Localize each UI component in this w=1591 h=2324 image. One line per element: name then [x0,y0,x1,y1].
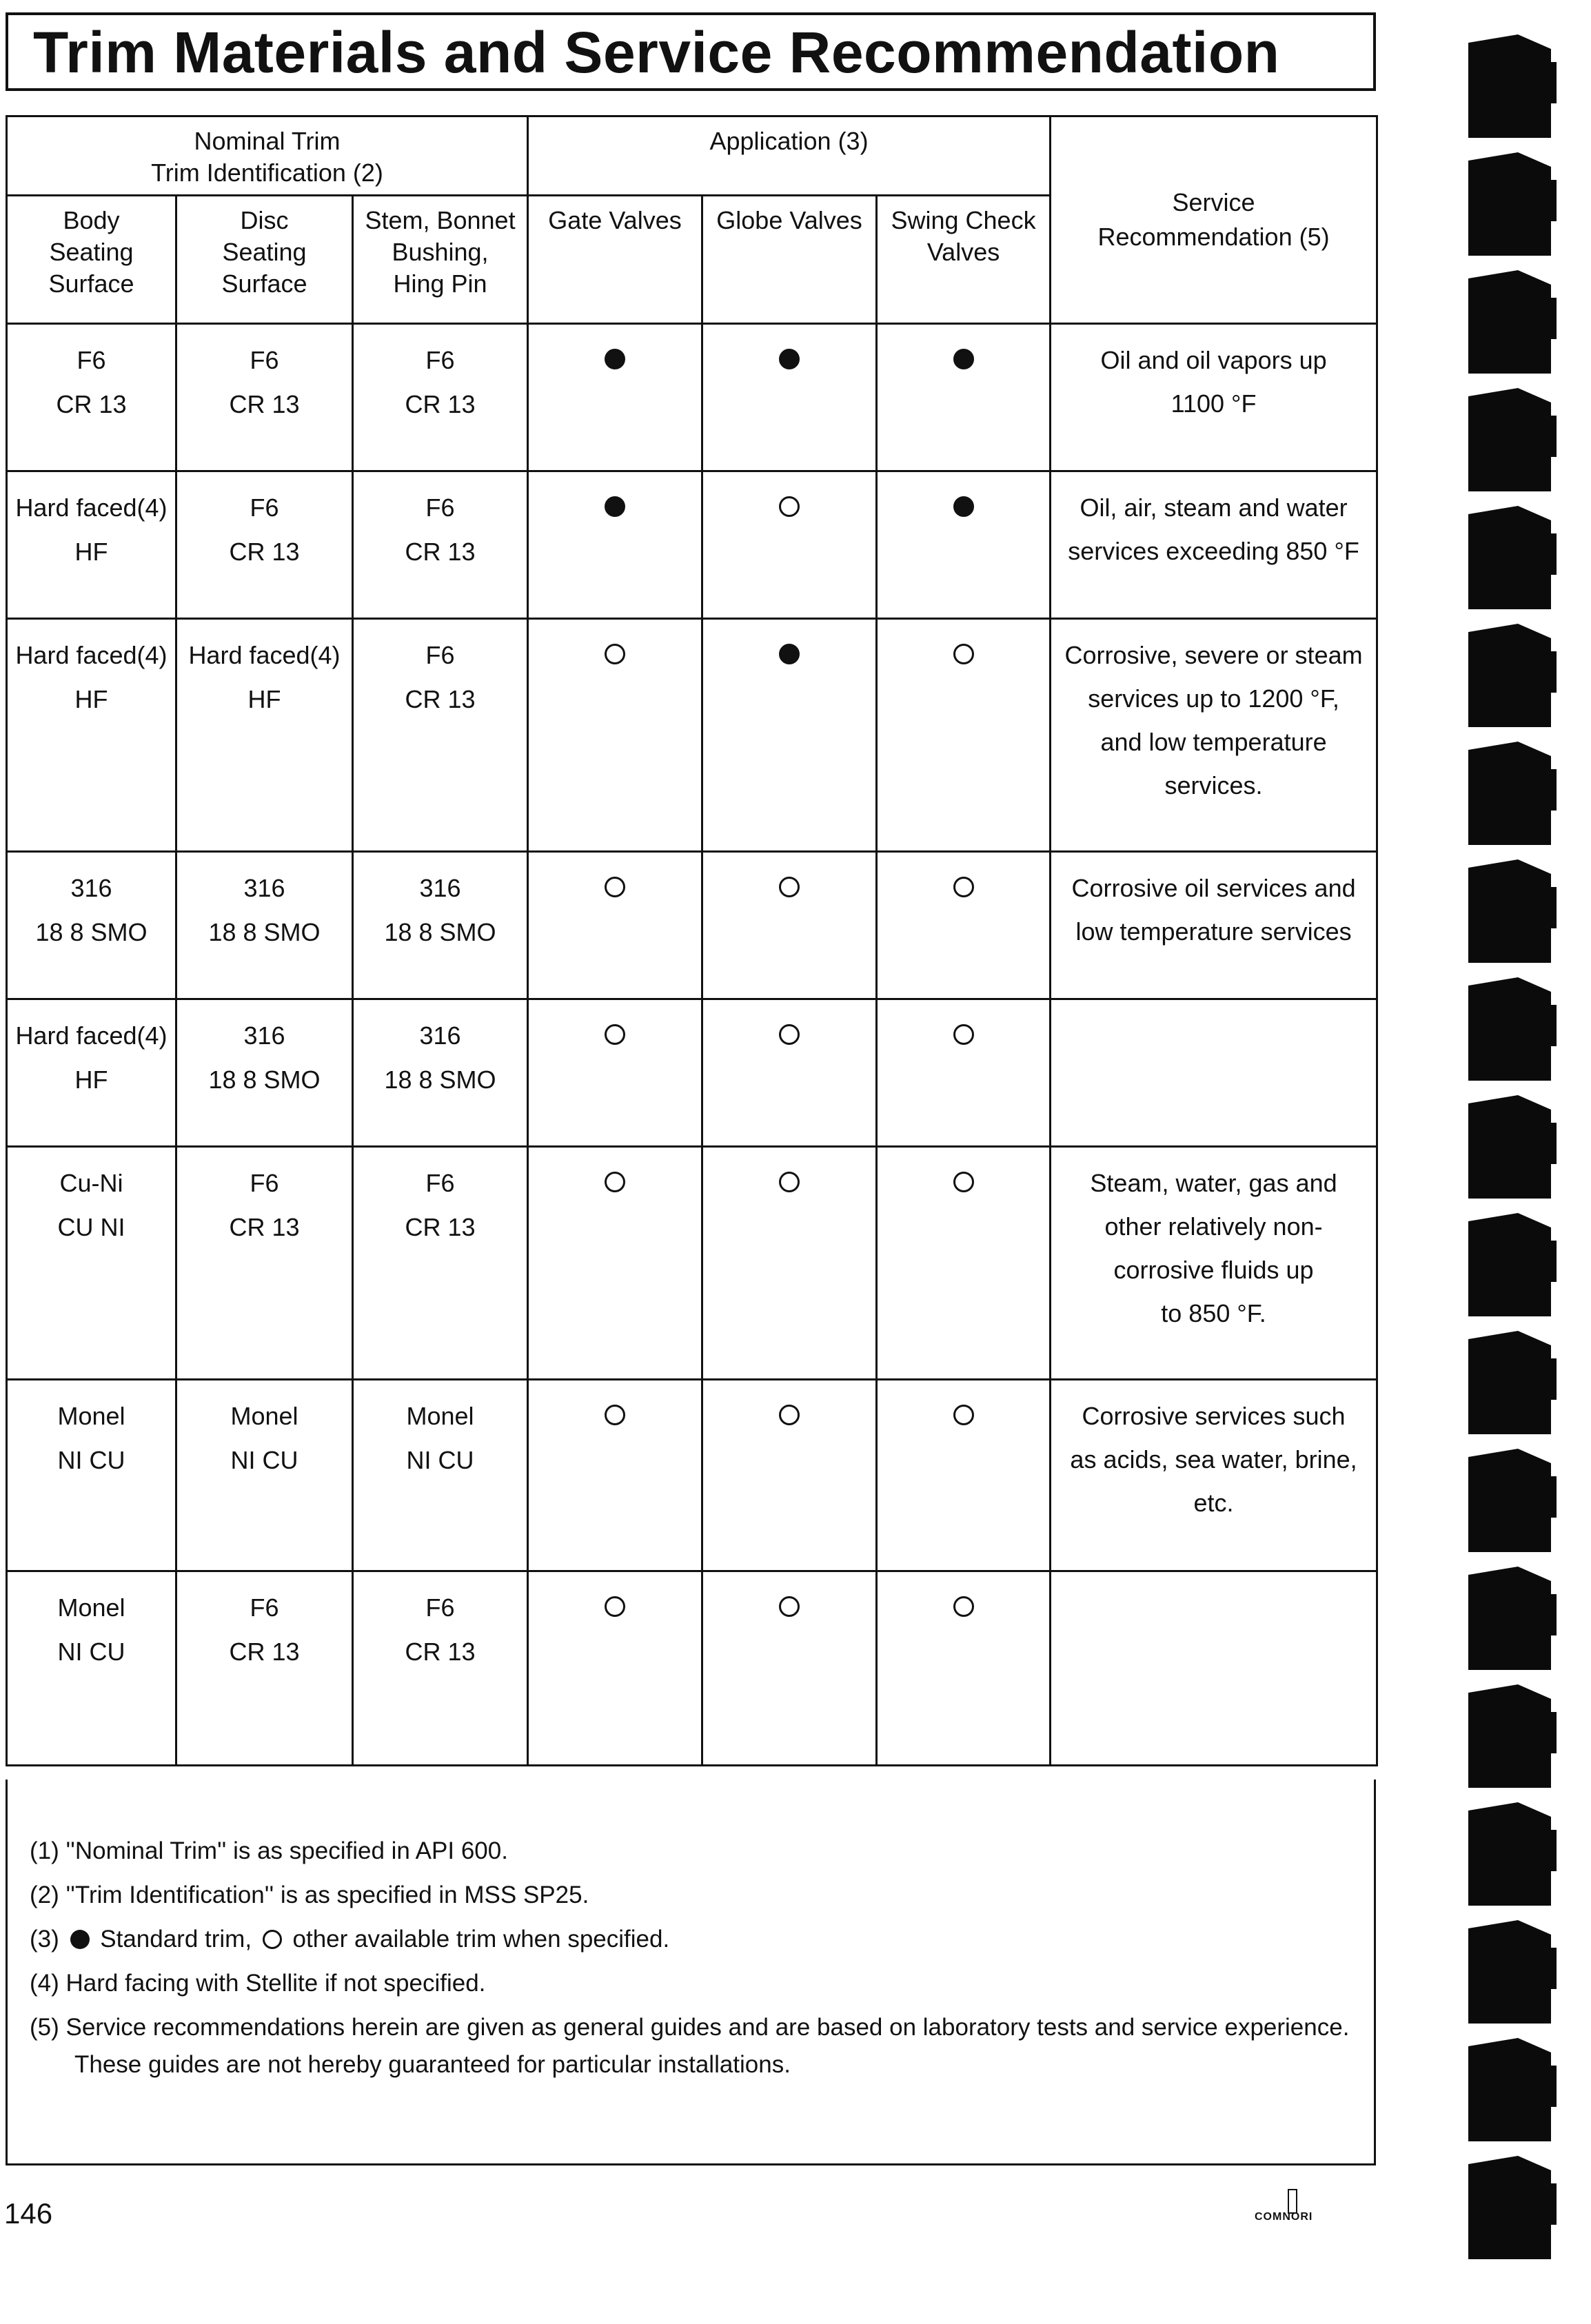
body-seating-cell-line: Cu-Ni [59,1169,123,1197]
binding-notch-icon [1550,1476,1557,1518]
open-circle-icon [953,1596,974,1617]
open-circle-icon [605,644,625,664]
header-line: Seating [222,238,307,266]
stem-bonnet-cell-line: CR 13 [405,390,476,418]
binding-notch-icon [1550,180,1557,221]
disc-seating-cell [176,999,353,1147]
stem-bonnet-cell-line: 316 [419,874,461,902]
disc-seating-cell-line: 18 8 SMO [208,918,321,946]
disc-seating-surface-header [176,196,353,324]
table-row [7,619,1377,852]
page-number: 146 [4,2197,53,2230]
page-title: Trim Materials and Service Recommendation [33,20,1280,85]
binding-notch-icon [1550,416,1557,457]
binding-tab-icon [1468,1920,1551,2024]
open-circle-icon [263,1930,282,1949]
stem-bonnet-cell [353,471,528,619]
disc-seating-cell-line: CR 13 [229,1213,300,1241]
globe-valves-cell [702,324,877,471]
globe-valves-cell [702,852,877,999]
note-5-line-1: (5) Service recommendations herein are given as general guides and are based on laboratory tests and service experience. [30,2014,1350,2041]
globe-valves-cell [702,471,877,619]
binding-tab-icon [1468,859,1551,963]
service-recommendation-cell-line: etc. [1193,1489,1234,1517]
swing-check-cell [877,999,1051,1147]
note-5-line-2: These guides are not hereby guaranteed for particular installations. [74,2051,791,2078]
header-line: Swing Check [891,206,1036,234]
open-circle-icon [605,1596,625,1617]
swing-check-valves-header [877,196,1051,324]
binding-notch-icon [1550,887,1557,928]
binding-tab-icon [1468,34,1551,138]
filled-circle-icon [953,349,974,369]
binding-notch-icon [1550,2183,1557,2225]
body-seating-cell-line: HF [74,1066,108,1094]
body-seating-cell-line: NI CU [57,1638,125,1666]
open-circle-icon [953,644,974,664]
disc-seating-cell-line: HF [247,685,281,713]
open-circle-icon [953,1024,974,1045]
trim-identification-label: Trim Identification (2) [151,159,383,187]
gate-valves-cell [528,1380,702,1571]
globe-valves-cell [702,619,877,852]
disc-seating-cell [176,1571,353,1766]
filled-circle-icon [953,496,974,517]
binding-tab-icon [1468,506,1551,609]
service-recommendation-cell-line: low temperature services [1075,917,1352,946]
service-recommendation-cell-line: to 850 °F. [1161,1299,1266,1327]
binding-notch-icon [1550,1358,1557,1400]
binding-tab-icon [1468,1331,1551,1434]
binding-tab-icon [1468,1567,1551,1670]
binding-notch-icon [1550,1594,1557,1635]
open-circle-icon [605,1405,625,1425]
disc-seating-cell-line: Hard faced(4) [188,641,341,669]
stem-bonnet-cell [353,324,528,471]
table-row [7,1571,1377,1766]
disc-seating-cell-line: 316 [243,874,285,902]
body-seating-cell-line: Monel [57,1593,125,1622]
service-recommendation-cell-line: as acids, sea water, brine, [1070,1445,1357,1474]
note-3-other: other available trim when specified. [292,1926,670,1953]
application-label: Application (3) [709,127,869,155]
table-row [7,471,1377,619]
table-row [7,999,1377,1147]
stem-bonnet-cell [353,1571,528,1766]
stem-bonnet-cell-line: Monel [406,1402,474,1430]
binding-tab-icon [1468,742,1551,845]
table-row [7,1147,1377,1380]
disc-seating-cell-line: F6 [250,1593,279,1622]
open-circle-icon [605,877,625,897]
disc-seating-cell-line: F6 [250,1169,279,1197]
service-label: Service [1172,188,1255,216]
trim-materials-table [6,115,1378,1766]
stem-bonnet-cell-line: CR 13 [405,538,476,566]
service-recommendation-cell-line: Corrosive services such [1082,1402,1346,1430]
brand-logo [1255,2189,1313,2223]
stem-bonnet-cell-line: NI CU [406,1446,474,1474]
disc-seating-cell [176,324,353,471]
disc-seating-cell [176,852,353,999]
service-recommendation-cell-line: 1100 °F [1171,389,1257,418]
service-recommendation-cell [1051,999,1377,1147]
header-line: Surface [221,269,307,298]
body-seating-surface-header [7,196,176,324]
swing-check-cell [877,852,1051,999]
body-seating-cell-line: Monel [57,1402,125,1430]
service-recommendation-cell-line: other relatively non- [1104,1212,1323,1241]
service-recommendation-cell-line: services exceeding 850 °F [1068,537,1359,565]
service-recommendation-cell-line: Oil and oil vapors up [1100,346,1327,374]
globe-valves-cell [702,1380,877,1571]
header-line: Globe Valves [716,206,862,234]
body-seating-cell-line: NI CU [57,1446,125,1474]
body-seating-cell-line: HF [74,538,108,566]
note-2: (2) ''Trim Identification'' is as specified in MSS SP25. [30,1882,589,1908]
header-line: Body [63,206,120,234]
binding-notch-icon [1550,1241,1557,1282]
binding-notch-icon [1550,651,1557,693]
service-recommendation-cell [1051,852,1377,999]
globe-valves-cell [702,999,877,1147]
binding-notch-icon [1550,2066,1557,2107]
note-3-standard: Standard trim, [100,1926,252,1953]
swing-check-cell [877,1147,1051,1380]
body-seating-cell [7,852,176,999]
binding-tab-icon [1468,270,1551,374]
gate-valves-cell [528,852,702,999]
service-recommendation-cell [1051,1380,1377,1571]
open-circle-icon [779,1024,800,1045]
open-circle-icon [779,1172,800,1192]
stem-bonnet-cell-line: CR 13 [405,1638,476,1666]
filled-circle-icon [779,349,800,369]
binding-tab-icon [1468,1802,1551,1906]
binding-tab-icon [1468,1684,1551,1788]
nominal-trim-header [7,116,528,196]
open-circle-icon [605,1024,625,1045]
binding-notch-icon [1550,298,1557,339]
swing-check-cell [877,1380,1051,1571]
disc-seating-cell [176,619,353,852]
stem-bonnet-cell-line: F6 [425,493,455,522]
binding-tab-icon [1468,1095,1551,1199]
table-row [7,1380,1377,1571]
filled-circle-icon [70,1930,90,1949]
header-line: Surface [48,269,134,298]
disc-seating-cell-line: NI CU [230,1446,298,1474]
open-circle-icon [779,1596,800,1617]
binding-notch-icon [1550,1830,1557,1871]
disc-seating-cell-line: F6 [250,493,279,522]
stem-bonnet-cell [353,852,528,999]
body-seating-cell-line: HF [74,685,108,713]
service-recommendation-cell-line: corrosive fluids up [1113,1256,1314,1284]
binding-tab-icon [1468,977,1551,1081]
binding-notch-icon [1550,1005,1557,1046]
notes-box [6,1780,1376,2165]
body-seating-cell-line: Hard faced(4) [15,1021,168,1050]
body-seating-cell [7,1380,176,1571]
header-line: Valves [926,238,1000,266]
binding-tab-icon [1468,152,1551,256]
binding-tab-icon [1468,388,1551,491]
globe-valves-cell [702,1571,877,1766]
stem-bonnet-cell-line: F6 [425,346,455,374]
body-seating-cell [7,1147,176,1380]
open-circle-icon [605,1172,625,1192]
recommendation-label: Recommendation (5) [1097,223,1330,251]
gate-valves-cell [528,324,702,471]
service-recommendation-cell-line: Oil, air, steam and water [1080,493,1348,522]
header-line: Hing Pin [393,269,487,298]
stem-bonnet-cell-line: 18 8 SMO [384,1066,496,1094]
binding-tab-icon [1468,1449,1551,1552]
body-seating-cell [7,471,176,619]
binding-tab-icon [1468,2156,1551,2259]
open-circle-icon [953,877,974,897]
service-recommendation-cell [1051,1147,1377,1380]
header-line: Gate Valves [548,206,682,234]
disc-seating-cell-line: Monel [230,1402,298,1430]
binding-notch-icon [1550,1123,1557,1164]
filled-circle-icon [605,349,625,369]
service-recommendation-cell-line: Corrosive, severe or steam [1064,641,1363,669]
title-box [6,12,1376,91]
service-recommendation-cell-line: services. [1164,771,1263,799]
swing-check-cell [877,1571,1051,1766]
application-header [528,116,1051,196]
disc-seating-cell [176,1380,353,1571]
stem-bonnet-cell-line: CR 13 [405,685,476,713]
disc-seating-cell [176,471,353,619]
globe-valves-cell [702,1147,877,1380]
gate-valves-header [528,196,702,324]
note-3-prefix: (3) [30,1926,59,1953]
stem-bonnet-cell [353,1147,528,1380]
stem-bonnet-cell-line: F6 [425,641,455,669]
service-recommendation-cell-line: and low temperature [1100,728,1327,756]
body-seating-cell-line: CU NI [57,1213,125,1241]
disc-seating-cell-line: CR 13 [229,1638,300,1666]
brand-mark-icon [1288,2189,1297,2214]
service-recommendation-cell-line: Corrosive oil services and [1071,874,1356,902]
binding-notch-icon [1550,533,1557,575]
stem-bonnet-cell [353,619,528,852]
gate-valves-cell [528,471,702,619]
service-recommendation-cell [1051,471,1377,619]
open-circle-icon [953,1172,974,1192]
binding-tab-icon [1468,624,1551,727]
body-seating-cell-line: 316 [70,874,112,902]
stem-bonnet-cell-line: F6 [425,1593,455,1622]
binding-tab-icon [1468,2038,1551,2141]
body-seating-cell-line: F6 [77,346,106,374]
swing-check-cell [877,324,1051,471]
disc-seating-cell-line: 18 8 SMO [208,1066,321,1094]
stem-bonnet-cell-line: 316 [419,1021,461,1050]
service-recommendation-cell-line: services up to 1200 °F, [1088,684,1339,713]
note-1: (1) ''Nominal Trim'' is as specified in API 600. [30,1837,508,1864]
binding-tab-icon [1468,1213,1551,1316]
globe-valves-header [702,196,877,324]
table-row [7,324,1377,471]
disc-seating-cell-line: CR 13 [229,538,300,566]
body-seating-cell-line: CR 13 [56,390,127,418]
note-3 [30,1917,1349,1961]
disc-seating-cell-line: F6 [250,346,279,374]
nominal-trim-label: Nominal Trim [194,127,341,155]
stem-bonnet-cell [353,999,528,1147]
brand-name: COMNORI [1255,2211,1313,2223]
gate-valves-cell [528,1571,702,1766]
body-seating-cell-line: Hard faced(4) [15,641,168,669]
body-seating-cell [7,1571,176,1766]
body-seating-cell-line: 18 8 SMO [35,918,148,946]
body-seating-cell [7,324,176,471]
service-recommendation-cell [1051,324,1377,471]
footnotes [30,1829,1349,2080]
open-circle-icon [953,1405,974,1425]
service-recommendation-cell-line: Steam, water, gas and [1090,1169,1337,1197]
binding-notch-icon [1550,1712,1557,1753]
disc-seating-cell-line: CR 13 [229,390,300,418]
gate-valves-cell [528,999,702,1147]
binding-notch-icon [1550,62,1557,103]
open-circle-icon [779,877,800,897]
header-line: Seating [49,238,134,266]
disc-seating-cell [176,1147,353,1380]
swing-check-cell [877,471,1051,619]
binding-notch-icon [1550,769,1557,811]
service-recommendation-cell [1051,1571,1377,1766]
filled-circle-icon [605,496,625,517]
stem-bonnet-header [353,196,528,324]
gate-valves-cell [528,1147,702,1380]
header-line: Stem, Bonnet [365,206,516,234]
binding-tabs [1461,21,1572,2324]
binding-notch-icon [1550,1948,1557,1989]
body-seating-cell [7,619,176,852]
header-line: Disc [240,206,289,234]
table-row [7,852,1377,999]
body-seating-cell-line: Hard faced(4) [15,493,168,522]
stem-bonnet-cell [353,1380,528,1571]
service-recommendation-header [1051,116,1377,324]
stem-bonnet-cell-line: 18 8 SMO [384,918,496,946]
note-4: (4) Hard facing with Stellite if not specified. [30,1970,486,1997]
body-seating-cell [7,999,176,1147]
stem-bonnet-cell-line: CR 13 [405,1213,476,1241]
open-circle-icon [779,1405,800,1425]
disc-seating-cell-line: 316 [243,1021,285,1050]
service-recommendation-cell [1051,619,1377,852]
header-line: Bushing, [392,238,489,266]
gate-valves-cell [528,619,702,852]
open-circle-icon [779,496,800,517]
swing-check-cell [877,619,1051,852]
filled-circle-icon [779,644,800,664]
stem-bonnet-cell-line: F6 [425,1169,455,1197]
